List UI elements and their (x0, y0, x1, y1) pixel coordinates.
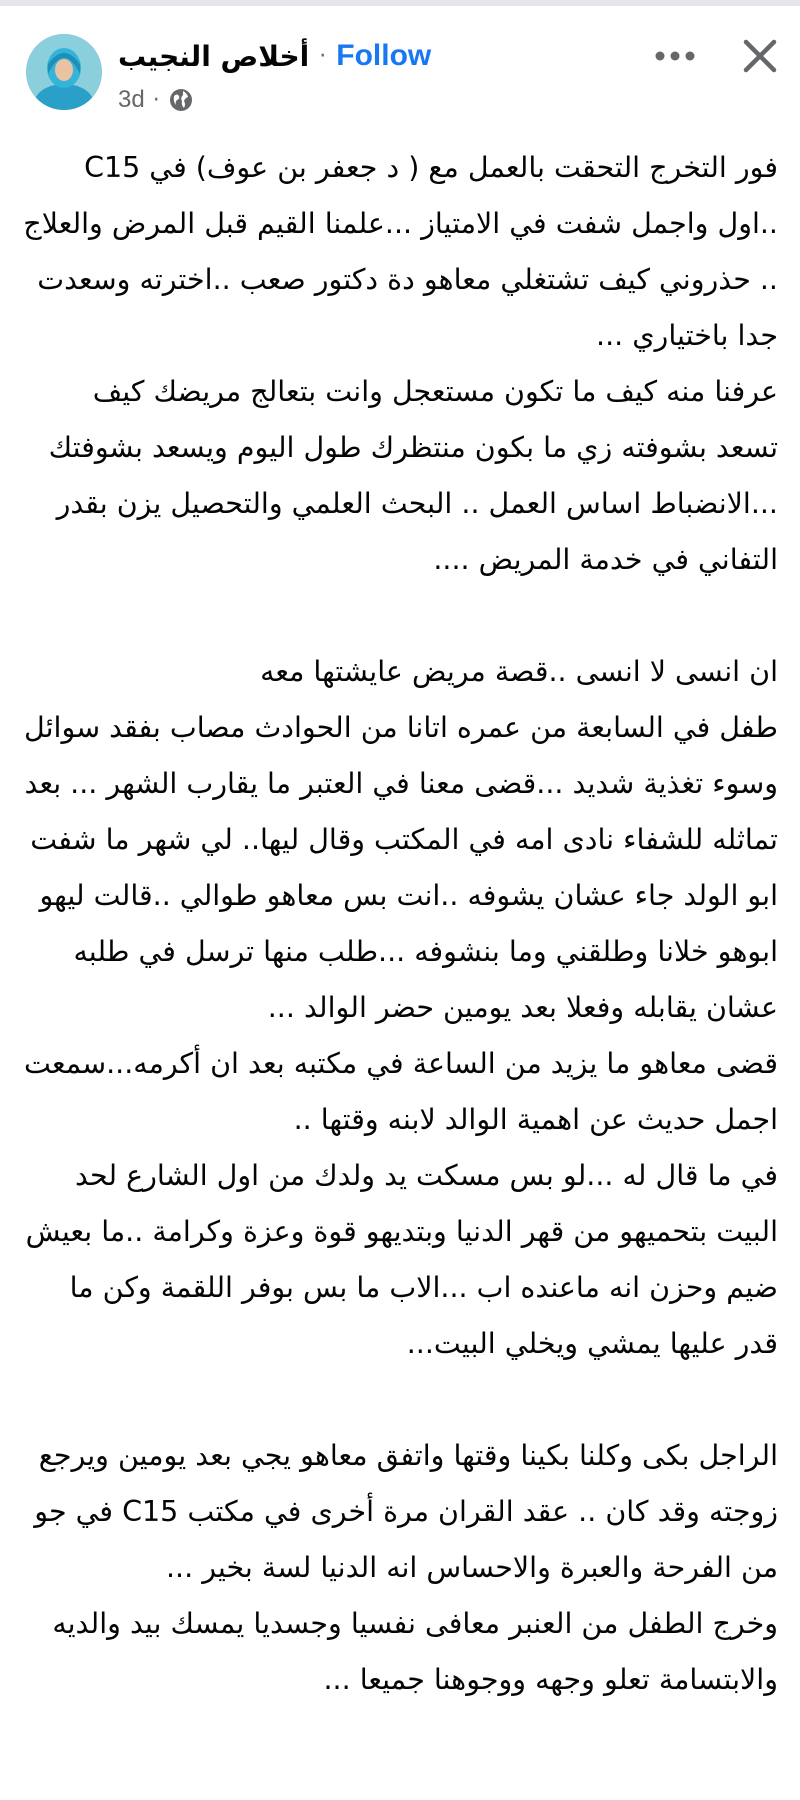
name-separator: · (319, 43, 327, 69)
post-time[interactable]: 3d (118, 86, 145, 113)
post-paragraph: طفل في السابعة من عمره اتانا من الحوادث مصاب بفقد سوائل وسوء تغذية شديد ...قضى معنا في العتبر ما يقارب الشهر ... بعد تماثله للشفاء نادى امه في المكتب وقال ليها.. لي شهر ما شفت ابو الولد جاء عشان يشوفه ..انت بس معاهو طوالي ..قالت ليهو ابوهو خلانا وطلقني وما بنشوفه ...طلب منها ترسل في طلبه عشان يقابله وفعلا بعد يومين حضر الوالد ... (14, 711, 778, 1024)
post-blank-line (22, 588, 778, 644)
avatar-photo (26, 34, 102, 110)
more-options-button[interactable] (650, 36, 700, 76)
close-button[interactable] (736, 32, 784, 80)
post-paragraph: ان انسى لا انسى ..قصة مريض عايشتها معه (260, 655, 778, 688)
post-paragraph: في ما قال له ...لو بس مسكت يد ولدك من اول الشارع لحد البيت بتحميهو من قهر الدنيا وبتديهو قوة وعزة وكرامة ..ما بعيش ضيم وحزن انه ماعنده اب ...الاب ما بس بوفر اللقمة وكن ما قدر عليها يمشي ويخلي البيت... (16, 1159, 778, 1360)
time-separator: · (152, 87, 160, 113)
close-icon (736, 32, 784, 80)
more-horizontal-icon (653, 50, 697, 62)
avatar[interactable] (26, 34, 102, 110)
post-blank-line (22, 1372, 778, 1428)
post-text (14, 140, 778, 1708)
post-paragraph: وخرج الطفل من العنبر معافى نفسيا وجسديا يمسك بيد والديه والابتسامة تعلو وجهه ووجوهنا جميعا ... (43, 1607, 778, 1696)
follow-button[interactable]: Follow (336, 39, 432, 72)
post-paragraph: عرفنا منه كيف ما تكون مستعجل وانت بتعالج مريضك كيف تسعد بشوفته زي ما بكون منتظرك طول اليوم ويسعد بشوفتك ...الانضباط اساس العمل .. البحث العلمي والتحصيل يزن بقدر التفاني في خدمة المريض .... (39, 375, 778, 576)
post-paragraph: فور التخرج التحقت بالعمل مع ( د جعفر بن عوف) في C15 ..اول واجمل شفت في الامتياز ...علمنا القيم قبل المرض والعلاج .. حذروني كيف تشتغلي معاهو دة دكتور صعب ..اخترته وسعدت جدا باختياري ... (14, 151, 778, 352)
author-line (118, 34, 431, 78)
post-paragraph: قضى معاهو ما يزيد من الساعة في مكتبه بعد ان أكرمه...سمعت اجمل حديث عن اهمية الوالد لابنه وقتها .. (14, 1047, 778, 1136)
globe-icon (168, 87, 194, 113)
author-name[interactable]: أخلاص النجيب (118, 39, 310, 73)
post-header (0, 6, 800, 126)
post-meta (118, 86, 194, 114)
post-paragraph: الراجل بكى وكلنا بكينا وقتها واتفق معاهو يجي بعد يومين ويرجع زوجته وقد كان .. عقد القران مرة أخرى في مكتب C15 في جو من الفرحة والعبرة والاحساس انه الدنيا لسة بخير ... (25, 1439, 778, 1584)
